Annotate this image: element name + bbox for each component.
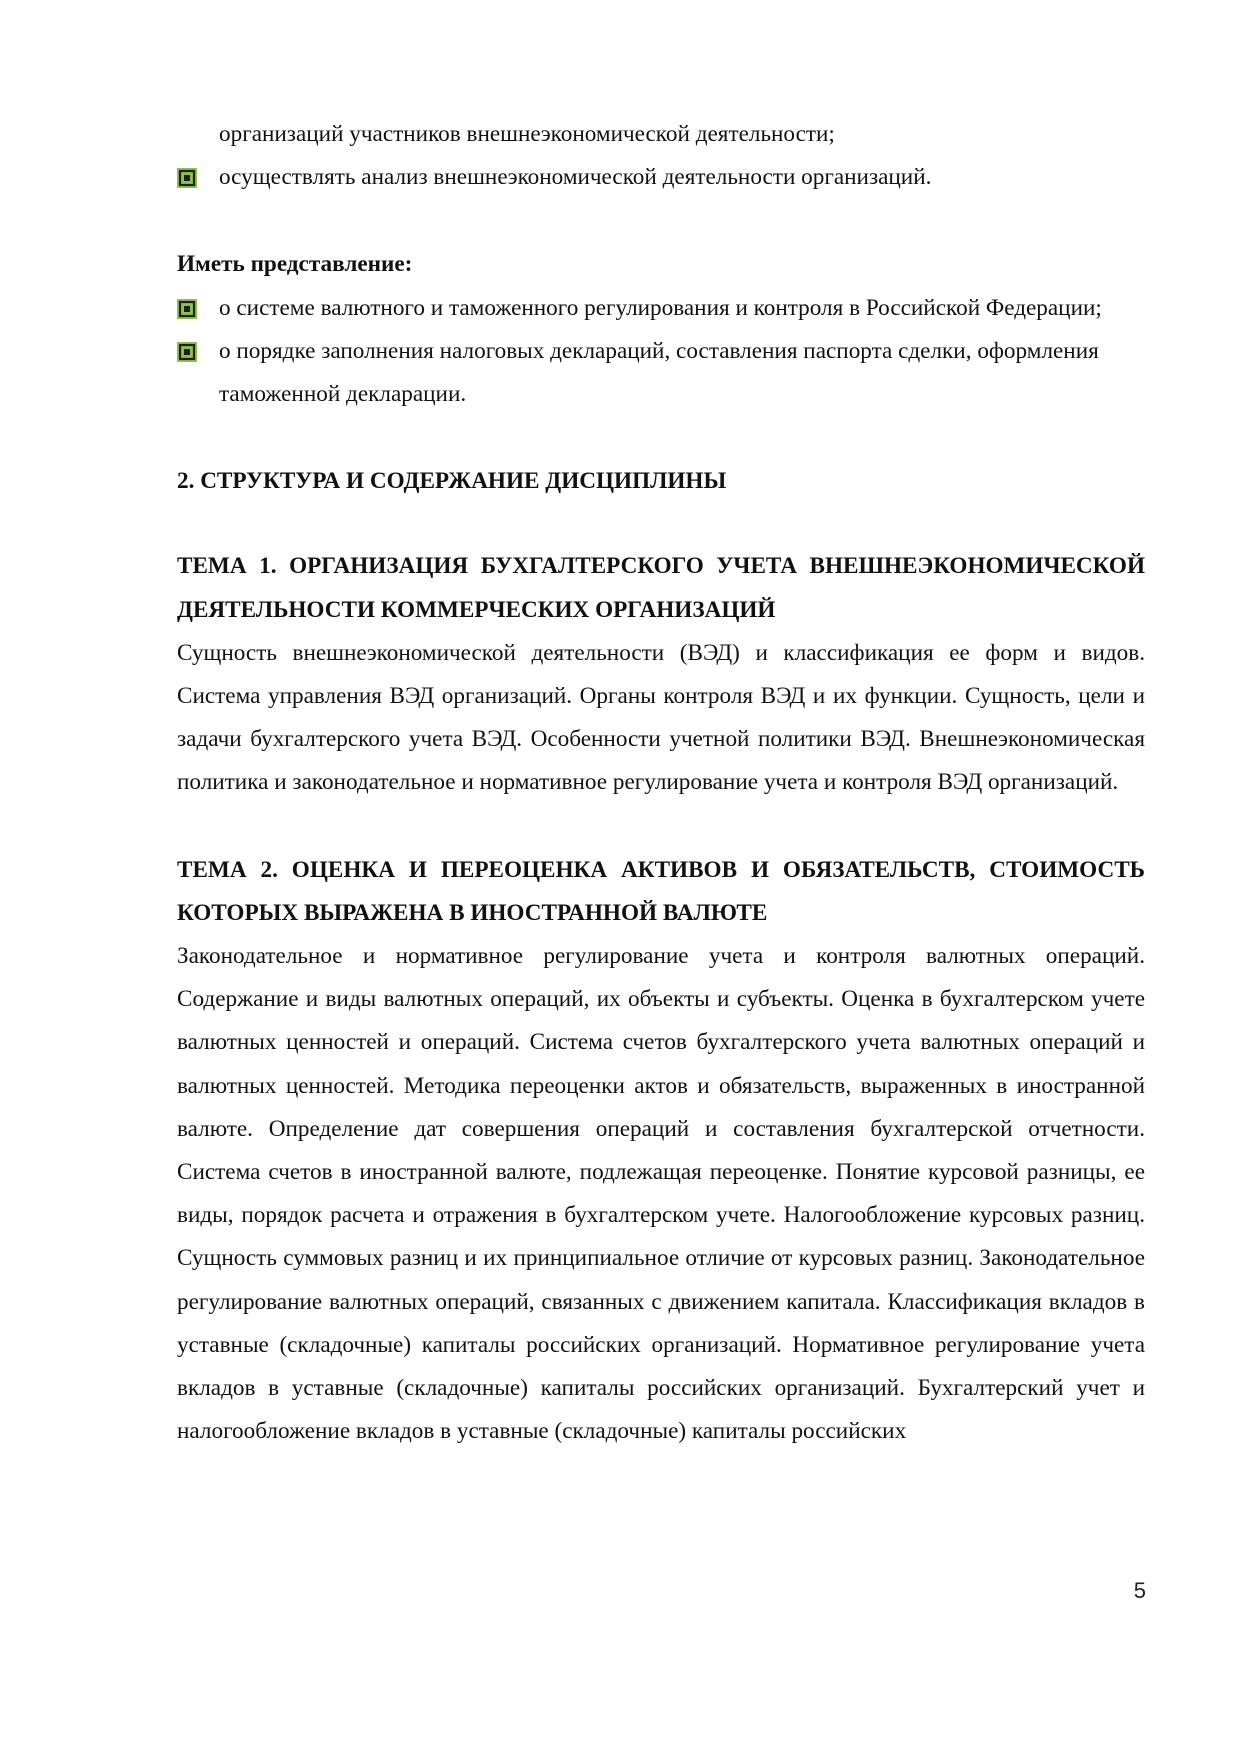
list-item-text: о порядке заполнения налоговых деклараций, составления паспорта сделки, оформления таможенной декларации. xyxy=(219,337,1099,408)
section-heading-text: 2. СТРУКТУРА И СОДЕРЖАНИЕ ДИСЦИПЛИНЫ xyxy=(177,468,727,495)
topic-title xyxy=(177,849,1145,935)
list-item-text: осуществлять анализ внешнеэкономической деятельности организаций. xyxy=(219,164,932,191)
list-item-text: о системе валютного и таможенного регулирования и контроля в Российской Федерации; xyxy=(219,294,1102,321)
topic-title xyxy=(177,545,1145,631)
spacer xyxy=(177,199,1145,243)
section-subheading xyxy=(177,243,1145,286)
page-number: 5 xyxy=(1133,1578,1146,1603)
list-item xyxy=(177,287,1145,330)
list-item xyxy=(177,156,1145,199)
spacer xyxy=(177,805,1145,849)
section-heading xyxy=(177,460,1145,503)
topic-description xyxy=(177,935,1145,1453)
square-bullet-icon xyxy=(177,168,197,188)
topic-title-text: ТЕМА 2. ОЦЕНКА И ПЕРЕОЦЕНКА АКТИВОВ И ОБЯЗАТЕЛЬСТВ, СТОИМОСТЬ КОТОРЫХ ВЫРАЖЕНА В ИНОСТРАННОЙ ВАЛЮТЕ xyxy=(177,856,1145,926)
subheading-text: Иметь представление: xyxy=(177,251,413,278)
document-page xyxy=(177,113,1145,1453)
list-item xyxy=(177,330,1145,416)
list-continuation-line xyxy=(177,113,1145,156)
topic-title-text: ТЕМА 1. ОРГАНИЗАЦИЯ БУХГАЛТЕРСКОГО УЧЕТА ВНЕШНЕЭКОНОМИЧЕСКОЙ ДЕЯТЕЛЬНОСТИ КОММЕРЧЕСКИХ ОРГАНИЗАЦИЙ xyxy=(177,553,1145,623)
topic-description xyxy=(177,632,1145,805)
topic-description-text: Законодательное и нормативное регулирование учета и контроля валютных операций. Содержание и виды валютных операций, их объекты и субъекты. Оценка в бухгалтерском учете валютных ценностей и операций. Система счетов бухгалтерского учета валютных операций и валютных ценностей. Методика переоценки актов и обязательств, выраженных в иностранной валюте. Определение дат совершения операций и составления бухгалтерской отчетности. Система счетов в иностранной валюте, подлежащая переоценке. Понятие курсовой разницы, ее виды, порядок расчета и отражения в бухгалтерском учете. Налогообложение курсовых разниц. Сущность суммовых разниц и их принципиальное отличие от курсовых разниц. Законодательное регулирование валютных операций, связанных с движением капитала. Классификация вкладов в уставные (складочные) капиталы российских организаций. Нормативное регулирование учета вкладов в уставные (складочные) капиталы российских организаций. Бухгалтерский учет и налогообложение вкладов в уставные (складочные) капиталы российских xyxy=(177,943,1145,1445)
square-bullet-icon xyxy=(177,299,197,319)
topic-description-text: Сущность внешнеэкономической деятельности (ВЭД) и классификация ее форм и видов. Система управления ВЭД организаций. Органы контроля ВЭД и их функции. Сущность, цели и задачи бухгалтерского учета ВЭД. Особенности учетной политики ВЭД. Внешнеэкономическая политика и законодательное и нормативное регулирование учета и контроля ВЭД организаций. xyxy=(177,639,1145,796)
square-bullet-icon xyxy=(177,342,197,362)
spacer xyxy=(177,416,1145,460)
list-item-text: организаций участников внешнеэкономической деятельности; xyxy=(219,121,835,147)
spacer xyxy=(177,503,1145,545)
